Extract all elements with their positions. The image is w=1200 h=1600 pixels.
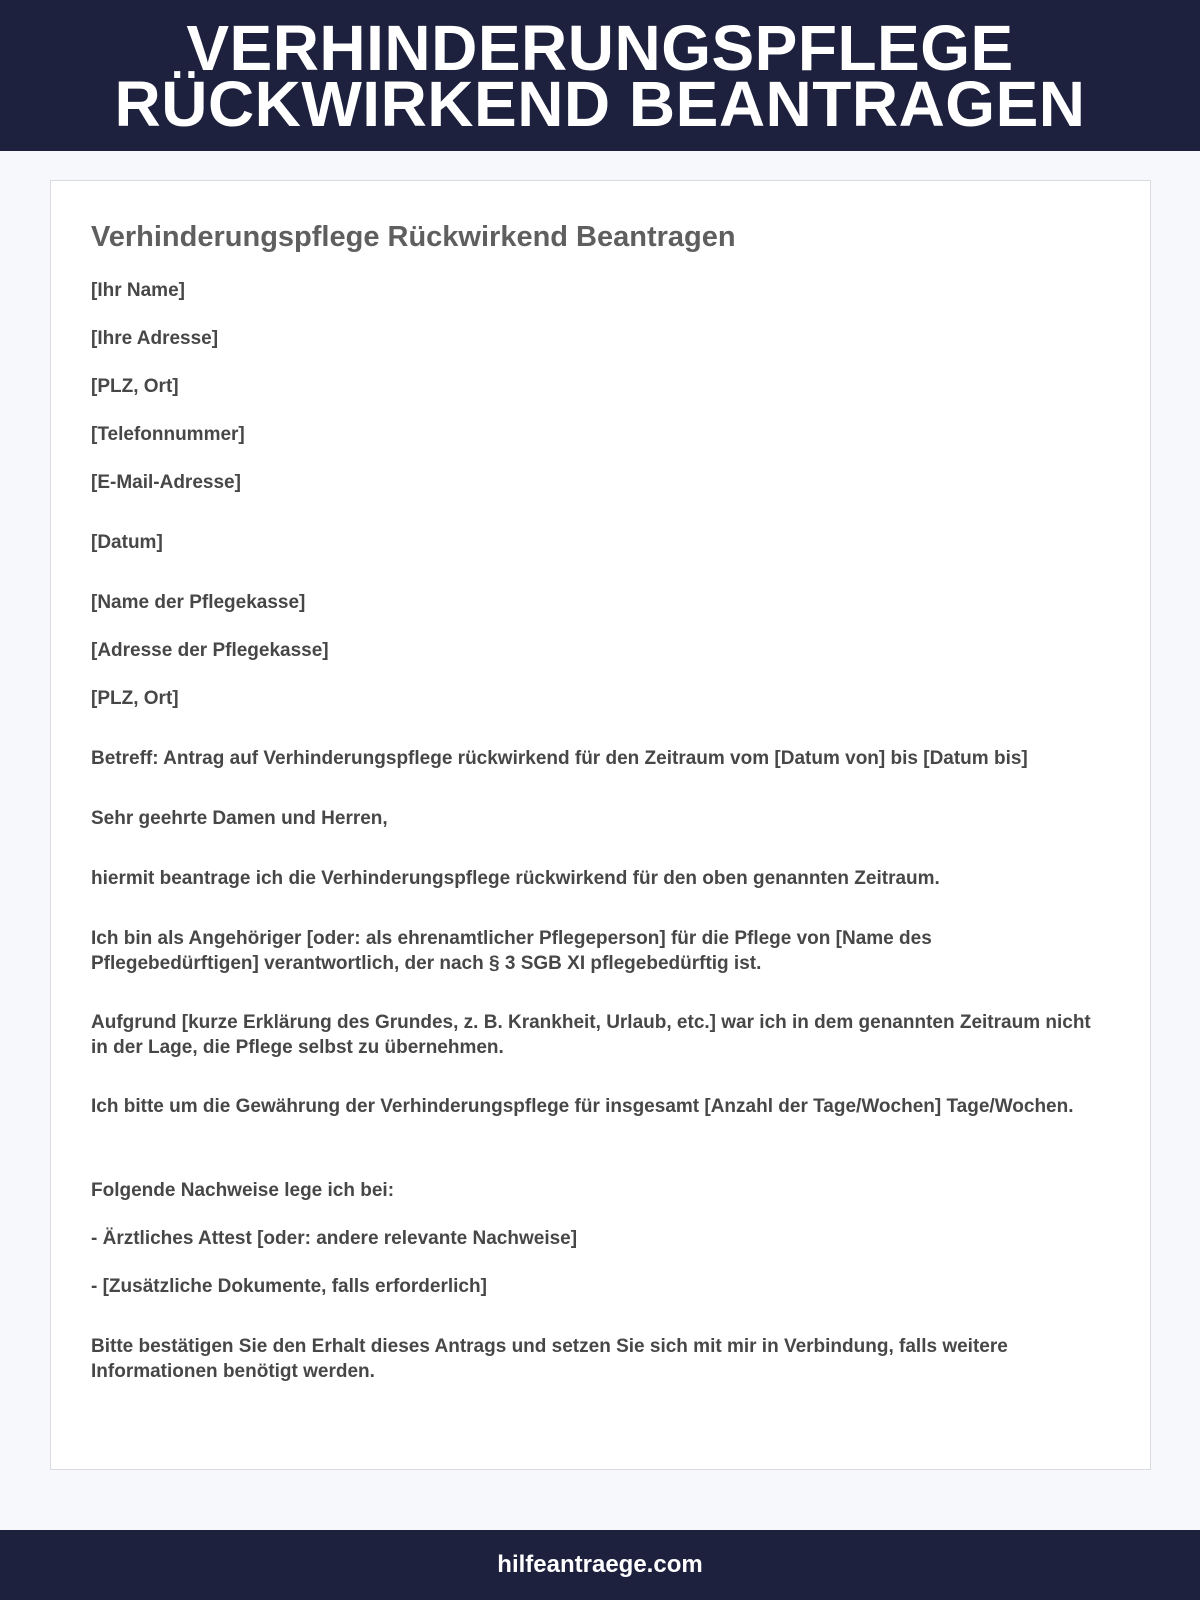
closing-paragraph: Bitte bestätigen Sie den Erhalt dieses Antrags und setzen Sie sich mit mir in Verbindung, falls weitere Informationen benötigt werden. <box>91 1336 1008 1382</box>
footer-banner <box>0 1530 1200 1600</box>
sender-city: [PLZ, Ort] <box>91 376 179 397</box>
salutation: Sehr geehrte Damen und Herren, <box>91 808 388 829</box>
footer-site-link[interactable]: hilfeantraege.com <box>497 1551 703 1578</box>
sender-name: [Ihr Name] <box>91 280 185 301</box>
sender-phone: [Telefonnummer] <box>91 424 245 445</box>
paragraph-4: Ich bitte um die Gewährung der Verhinderungspflege für insgesamt [Anzahl der Tage/Wochen] Tage/Wochen. <box>91 1096 1074 1117</box>
paragraph-2: Ich bin als Angehöriger [oder: als ehrenamtlicher Pflegeperson] für die Pflege von [Name des Pflegebedürftigen] verantwortlich, der nach § 3 SGB XI pflegebedürftig ist. <box>91 928 932 974</box>
header-title-line-1: VERHINDERUNGSPFLEGE <box>186 11 1014 84</box>
sender-address: [Ihre Adresse] <box>91 328 219 349</box>
recipient-city: [PLZ, Ort] <box>91 688 179 709</box>
subject-line: Betreff: Antrag auf Verhinderungspflege rückwirkend für den Zeitraum vom [Datum von] bis [Datum bis] <box>91 748 1028 769</box>
attachments-intro: Folgende Nachweise lege ich bei: <box>91 1180 395 1201</box>
sender-email: [E-Mail-Adresse] <box>91 472 241 493</box>
header-banner <box>0 0 1200 151</box>
paragraph-1: hiermit beantrage ich die Verhinderungspflege rückwirkend für den oben genannten Zeitraum. <box>91 868 940 889</box>
letter-date: [Datum] <box>91 532 163 553</box>
paragraph-3: Aufgrund [kurze Erklärung des Grundes, z. B. Krankheit, Urlaub, etc.] war ich in dem genannten Zeitraum nicht in der Lage, die Pflege selbst zu übernehmen. <box>91 1012 1091 1058</box>
letter-card <box>50 180 1151 1470</box>
letter-title: Verhinderungspflege Rückwirkend Beantragen <box>91 221 736 253</box>
recipient-address: [Adresse der Pflegekasse] <box>91 640 329 661</box>
header-title-line-2: RÜCKWIRKEND BEANTRAGEN <box>114 67 1086 140</box>
attachment-item-2: - [Zusätzliche Dokumente, falls erforderlich] <box>91 1276 487 1297</box>
recipient-name: [Name der Pflegekasse] <box>91 592 306 613</box>
attachment-item-1: - Ärztliches Attest [oder: andere relevante Nachweise] <box>91 1228 578 1249</box>
